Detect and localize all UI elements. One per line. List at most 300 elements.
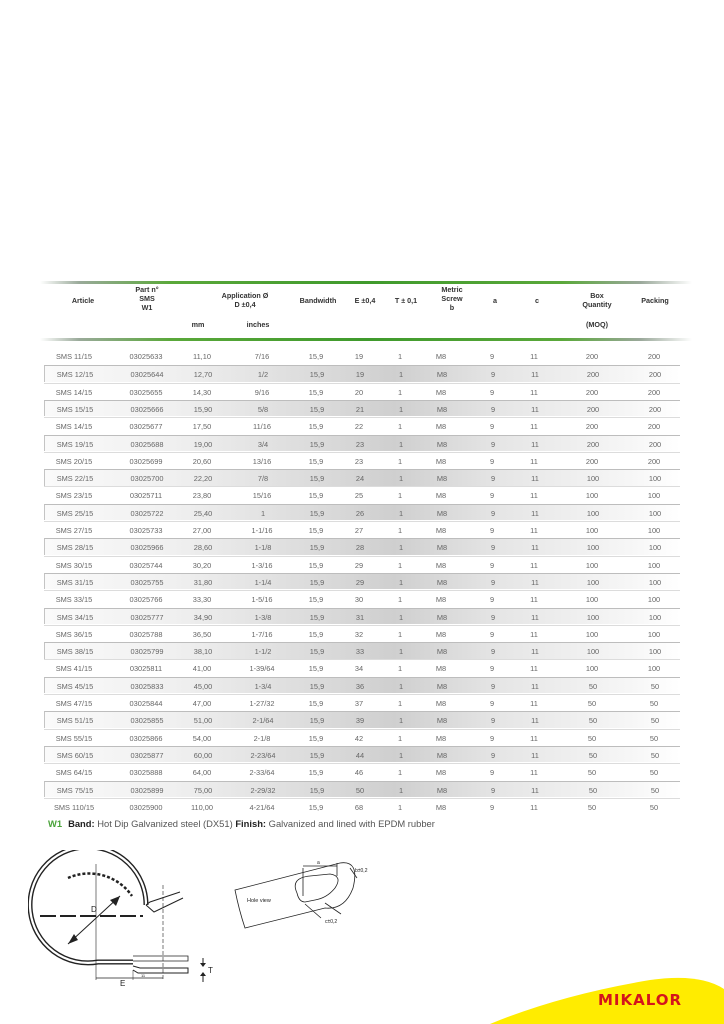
cell-t: 1 (398, 439, 404, 449)
cell-part: 03025722 (130, 508, 164, 518)
cell-e: 31 (355, 612, 365, 622)
table-row (44, 781, 680, 798)
cell-c: 11 (531, 647, 539, 657)
cell-box: 100 (586, 543, 600, 553)
cell-c: 11 (531, 612, 539, 622)
cell-mm: 28,60 (193, 543, 213, 553)
cell-bandwidth: 15,9 (309, 750, 325, 760)
cell-part: 03025633 (129, 352, 163, 361)
cell-bandwidth: 15,9 (309, 612, 325, 622)
cell-e: 19 (354, 352, 364, 361)
table-row (44, 521, 680, 538)
cell-inches: 1-1/4 (254, 577, 272, 587)
header-packing: Packing (641, 296, 669, 305)
cell-mm: 12,70 (193, 370, 213, 380)
cell-part: 03025666 (130, 404, 164, 414)
cell-a: 9 (490, 681, 496, 691)
cell-c: 11 (530, 768, 538, 778)
cell-part: 03025966 (130, 543, 164, 553)
cell-part: 03025799 (130, 647, 164, 657)
cell-box: 50 (588, 785, 598, 795)
table-row (44, 798, 680, 815)
cell-t: 1 (398, 716, 404, 726)
cell-e: 29 (354, 560, 364, 570)
cell-c: 11 (531, 785, 539, 795)
cell-bandwidth: 15,9 (308, 560, 324, 570)
cell-box: 50 (588, 750, 598, 760)
cell-packing: 100 (648, 577, 662, 587)
cell-box: 100 (585, 664, 599, 674)
cell-mm: 25,40 (193, 508, 213, 518)
cell-a: 9 (490, 474, 496, 484)
cell-inches: 13/16 (252, 456, 272, 466)
cell-t: 1 (397, 733, 403, 743)
cell-box: 200 (586, 439, 600, 449)
cell-part: 03025766 (129, 595, 163, 605)
cell-inches: 1-1/2 (254, 647, 272, 657)
header-part-line1: Part n° (135, 285, 159, 294)
header-moq: (MOQ) (586, 320, 608, 329)
cell-bandwidth: 15,9 (309, 647, 325, 657)
cell-screw: M8 (436, 404, 448, 414)
cell-packing: 100 (648, 508, 662, 518)
header-metric-screw (432, 285, 472, 312)
header-box-line2: Quantity (582, 300, 612, 309)
cell-box: 50 (587, 699, 597, 708)
header-bandwidth: Bandwidth (299, 296, 337, 305)
cell-screw: M8 (435, 352, 447, 361)
table-row (44, 435, 680, 452)
cell-t: 1 (397, 629, 403, 639)
header-box-quantity (572, 291, 622, 309)
cell-packing: 50 (649, 733, 659, 743)
cell-bandwidth: 15,9 (309, 577, 325, 587)
cell-c: 11 (531, 716, 539, 726)
cell-c: 11 (530, 560, 538, 570)
cell-bandwidth: 15,9 (308, 526, 324, 535)
cell-mm: 33,30 (192, 595, 212, 605)
cell-article: SMS 110/15 (53, 802, 95, 812)
cell-mm: 110,00 (190, 802, 214, 812)
cell-inches: 3/4 (257, 439, 269, 449)
cell-e: 36 (355, 681, 365, 691)
cell-t: 1 (397, 526, 403, 535)
cell-article: SMS 28/15 (56, 543, 94, 553)
cell-mm: 64,00 (192, 768, 212, 778)
cell-mm: 75,00 (193, 785, 213, 795)
table-row (44, 625, 680, 642)
cell-packing: 200 (648, 404, 662, 414)
cell-packing: 200 (647, 456, 661, 466)
cell-a: 9 (489, 456, 495, 466)
mikalor-logo: MIKALOR (598, 991, 683, 1009)
clamp-e-label: E (120, 979, 126, 988)
cell-a: 9 (490, 612, 496, 622)
cell-c: 11 (531, 750, 539, 760)
cell-screw: M8 (435, 595, 447, 605)
header-part-line2: SMS (139, 294, 155, 303)
cell-article: SMS 27/15 (55, 526, 93, 535)
cell-bandwidth: 15,9 (309, 785, 325, 795)
cell-a: 9 (489, 422, 495, 432)
cell-article: SMS 41/15 (55, 664, 93, 674)
cell-bandwidth: 15,9 (309, 543, 325, 553)
cell-packing: 100 (647, 629, 661, 639)
cell-box: 200 (585, 422, 599, 432)
cell-t: 1 (397, 352, 403, 361)
cell-inches: 2-1/64 (252, 716, 274, 726)
cell-mm: 14,30 (192, 387, 212, 397)
cell-screw: M8 (435, 733, 447, 743)
cell-c: 11 (531, 681, 539, 691)
cell-t: 1 (398, 647, 404, 657)
table-row (44, 504, 680, 521)
header-mm: mm (191, 320, 205, 329)
cell-box: 200 (586, 370, 600, 380)
clamp-11-label: 11 (141, 973, 146, 978)
cell-inches: 9/16 (254, 387, 270, 397)
cell-packing: 200 (647, 422, 661, 432)
cell-packing: 50 (650, 785, 660, 795)
cell-t: 1 (398, 681, 404, 691)
cell-part: 03025777 (130, 612, 164, 622)
cell-inches: 2-23/64 (250, 750, 276, 760)
cell-bandwidth: 15,9 (309, 370, 325, 380)
cell-c: 11 (531, 543, 539, 553)
note-finish-value: Galvanized and lined with EPDM rubber (266, 818, 435, 829)
cell-a: 9 (489, 491, 495, 501)
cell-a: 9 (489, 664, 495, 674)
cell-packing: 200 (647, 387, 661, 397)
cell-part: 03025899 (130, 785, 164, 795)
cell-c: 11 (530, 733, 538, 743)
cell-mm: 23,80 (192, 491, 212, 501)
cell-bandwidth: 15,9 (309, 681, 325, 691)
cell-mm: 36,50 (192, 629, 212, 639)
cell-t: 1 (397, 456, 403, 466)
cell-box: 50 (588, 716, 598, 726)
cell-article: SMS 31/15 (56, 577, 94, 587)
cell-e: 27 (354, 526, 364, 535)
cell-t: 1 (397, 699, 403, 708)
hole-a-label: a (317, 860, 320, 866)
cell-t: 1 (397, 387, 403, 397)
cell-bandwidth: 15,9 (308, 422, 324, 432)
cell-screw: M8 (436, 577, 448, 587)
cell-screw: M8 (436, 612, 448, 622)
cell-a: 9 (490, 647, 496, 657)
cell-bandwidth: 15,9 (308, 595, 324, 605)
hole-view-title: Hole view (247, 898, 271, 904)
cell-box: 100 (586, 577, 600, 587)
table-row (44, 677, 680, 694)
cell-packing: 50 (649, 802, 659, 812)
cell-a: 9 (490, 439, 496, 449)
cell-mm: 22,20 (193, 474, 213, 484)
cell-screw: M8 (435, 526, 447, 535)
cell-inches: 1/2 (257, 370, 269, 380)
cell-a: 9 (489, 802, 495, 812)
cell-mm: 17,50 (192, 422, 212, 432)
cell-screw: M8 (436, 370, 448, 380)
cell-inches: 1-7/16 (251, 629, 273, 639)
cell-e: 39 (355, 716, 365, 726)
cell-screw: M8 (435, 491, 447, 501)
header-article: Article (71, 296, 95, 305)
cell-inches: 5/8 (257, 404, 269, 414)
header-metric-line3: b (449, 303, 455, 312)
cell-inches: 15/16 (252, 491, 272, 501)
cell-part: 03025755 (130, 577, 164, 587)
cell-c: 11 (530, 629, 538, 639)
cell-bandwidth: 15,9 (308, 664, 324, 674)
cell-article: SMS 47/15 (55, 699, 93, 708)
table-row (44, 573, 680, 590)
cell-a: 9 (490, 404, 496, 414)
cell-screw: M8 (435, 768, 447, 778)
header-metric-line1: Metric (441, 285, 463, 294)
cell-e: 28 (355, 543, 365, 553)
cell-e: 50 (355, 785, 365, 795)
cell-t: 1 (397, 802, 403, 812)
cell-a: 9 (489, 352, 495, 361)
header-part-line3: W1 (141, 303, 153, 312)
cell-article: SMS 25/15 (56, 508, 94, 518)
cell-packing: 100 (647, 664, 661, 674)
cell-mm: 41,00 (192, 664, 212, 674)
clamp-d-label: D (91, 905, 97, 914)
cell-article: SMS 19/15 (56, 439, 94, 449)
cell-c: 11 (530, 491, 538, 501)
cell-screw: M8 (435, 664, 447, 674)
cell-part: 03025888 (129, 768, 163, 778)
cell-a: 9 (489, 629, 495, 639)
cell-box: 50 (588, 681, 598, 691)
cell-article: SMS 14/15 (55, 422, 93, 432)
cell-c: 11 (531, 474, 539, 484)
header-metric-line2: Screw (441, 294, 463, 303)
table-row (44, 729, 680, 746)
hole-c-label: c±0,2 (325, 919, 338, 925)
cell-bandwidth: 15,9 (308, 768, 324, 778)
cell-part: 03025855 (130, 716, 164, 726)
cell-c: 11 (530, 352, 538, 361)
cell-inches: 2-29/32 (250, 785, 276, 795)
cell-e: 24 (355, 474, 365, 484)
cell-box: 100 (585, 629, 599, 639)
cell-inches: 7/16 (254, 352, 270, 361)
header-application-line2: D ±0,4 (234, 300, 256, 309)
cell-part: 03025744 (129, 560, 163, 570)
cell-bandwidth: 15,9 (309, 508, 325, 518)
cell-e: 29 (355, 577, 365, 587)
note-code: W1 (48, 818, 63, 829)
cell-a: 9 (489, 595, 495, 605)
cell-inches: 1-1/8 (254, 543, 272, 553)
cell-box: 100 (585, 560, 599, 570)
table-row (44, 642, 680, 659)
cell-part: 03025711 (129, 491, 163, 501)
cell-article: SMS 45/15 (56, 681, 94, 691)
note-band-label: Band: (68, 818, 95, 829)
cell-bandwidth: 15,9 (309, 474, 325, 484)
cell-box: 100 (586, 647, 600, 657)
material-note (48, 818, 435, 829)
cell-article: SMS 34/15 (56, 612, 94, 622)
cell-packing: 200 (648, 439, 662, 449)
cell-e: 23 (355, 439, 365, 449)
cell-article: SMS 23/15 (55, 491, 93, 501)
table-row (44, 746, 680, 763)
cell-bandwidth: 15,9 (309, 404, 325, 414)
header-part (122, 285, 172, 312)
cell-packing: 50 (650, 681, 660, 691)
cell-a: 9 (489, 560, 495, 570)
cell-mm: 54,00 (192, 733, 212, 743)
cell-e: 21 (355, 404, 365, 414)
cell-a: 9 (490, 370, 496, 380)
table-header (0, 284, 724, 338)
cell-a: 9 (490, 508, 496, 518)
table-row (44, 763, 680, 780)
cell-part: 03025877 (130, 750, 164, 760)
table-row (44, 365, 680, 382)
table-row (44, 590, 680, 607)
cell-mm: 11,10 (193, 352, 211, 361)
cell-mm: 34,90 (193, 612, 213, 622)
cell-screw: M8 (435, 387, 447, 397)
cell-part: 03025700 (130, 474, 164, 484)
cell-a: 9 (489, 387, 495, 397)
cell-inches: 2-33/64 (249, 768, 275, 778)
cell-bandwidth: 15,9 (308, 491, 324, 501)
cell-t: 1 (398, 370, 404, 380)
cell-a: 9 (489, 733, 495, 743)
cell-t: 1 (397, 491, 403, 501)
cell-inches: 2-1/8 (253, 733, 271, 743)
cell-e: 25 (354, 491, 364, 501)
cell-inches: 1-1/16 (251, 526, 273, 535)
cell-e: 26 (355, 508, 365, 518)
cell-mm: 19,00 (193, 439, 213, 449)
cell-bandwidth: 15,9 (308, 387, 324, 397)
cell-e: 23 (354, 456, 364, 466)
cell-packing: 100 (647, 491, 661, 501)
cell-inches: 4-21/64 (249, 802, 275, 812)
cell-t: 1 (398, 508, 404, 518)
cell-c: 11 (530, 595, 538, 605)
table-row (44, 486, 680, 503)
cell-bandwidth: 15,9 (308, 699, 324, 708)
cell-inches: 1-3/16 (251, 560, 273, 570)
cell-screw: M8 (436, 681, 448, 691)
cell-bandwidth: 15,9 (309, 716, 325, 726)
cell-box: 100 (585, 526, 599, 535)
cell-box: 200 (586, 404, 600, 414)
table-row (44, 400, 680, 417)
cell-article: SMS 22/15 (56, 474, 94, 484)
cell-inches: 1-3/4 (254, 681, 272, 691)
cell-screw: M8 (436, 716, 448, 726)
table-row (44, 556, 680, 573)
cell-e: 30 (354, 595, 364, 605)
cell-mm: 45,00 (193, 681, 213, 691)
cell-article: SMS 38/15 (56, 647, 94, 657)
cell-a: 9 (489, 526, 495, 535)
cell-a: 9 (489, 699, 495, 708)
cell-a: 9 (490, 543, 496, 553)
header-bottom-rule (40, 338, 692, 341)
header-c: c (535, 296, 539, 305)
cell-article: SMS 64/15 (55, 768, 93, 778)
cell-e: 37 (354, 699, 364, 708)
cell-e: 33 (355, 647, 365, 657)
cell-mm: 60,00 (193, 750, 213, 760)
table-row (44, 538, 680, 555)
header-e: E ±0,4 (354, 296, 376, 305)
cell-c: 11 (531, 508, 539, 518)
cell-box: 100 (585, 595, 599, 605)
cell-mm: 31,80 (193, 577, 213, 587)
cell-packing: 100 (647, 560, 661, 570)
cell-c: 11 (531, 404, 539, 414)
cell-box: 50 (587, 733, 597, 743)
table-row (44, 417, 680, 434)
cell-packing: 100 (648, 474, 662, 484)
hole-view-diagram (225, 848, 375, 938)
cell-article: SMS 15/15 (56, 404, 94, 414)
cell-part: 03025900 (129, 802, 163, 812)
cell-c: 11 (531, 439, 539, 449)
cell-t: 1 (397, 664, 403, 674)
table-row (44, 711, 680, 728)
cell-screw: M8 (436, 474, 448, 484)
header-application (190, 291, 300, 309)
cell-t: 1 (398, 750, 404, 760)
cell-mm: 15,90 (193, 404, 213, 414)
clamp-diagram (28, 850, 218, 990)
table-row (44, 383, 680, 400)
cell-article: SMS 60/15 (56, 750, 94, 760)
header-application-line1: Application Ø (221, 291, 269, 300)
cell-packing: 50 (650, 750, 660, 760)
table-row (44, 694, 680, 711)
cell-article: SMS 33/15 (55, 595, 93, 605)
note-band-value: Hot Dip Galvanized steel (DX51) (94, 818, 236, 829)
hole-b-label: b±0,2 (355, 868, 368, 874)
cell-e: 22 (354, 422, 364, 432)
cell-article: SMS 36/15 (55, 629, 93, 639)
cell-t: 1 (398, 785, 404, 795)
cell-screw: M8 (436, 439, 448, 449)
cell-box: 100 (585, 491, 599, 501)
cell-screw: M8 (436, 647, 448, 657)
cell-part: 03025844 (129, 699, 163, 708)
cell-t: 1 (397, 768, 403, 778)
table-row (44, 348, 680, 365)
cell-screw: M8 (436, 750, 448, 760)
cell-c: 11 (530, 802, 538, 812)
cell-screw: M8 (435, 802, 447, 812)
cell-screw: M8 (435, 560, 447, 570)
cell-box: 50 (587, 802, 597, 812)
cell-bandwidth: 15,9 (308, 456, 324, 466)
cell-c: 11 (530, 699, 538, 708)
cell-box: 200 (585, 352, 599, 361)
cell-c: 11 (530, 456, 538, 466)
cell-packing: 200 (647, 352, 661, 361)
cell-c: 11 (531, 370, 539, 380)
